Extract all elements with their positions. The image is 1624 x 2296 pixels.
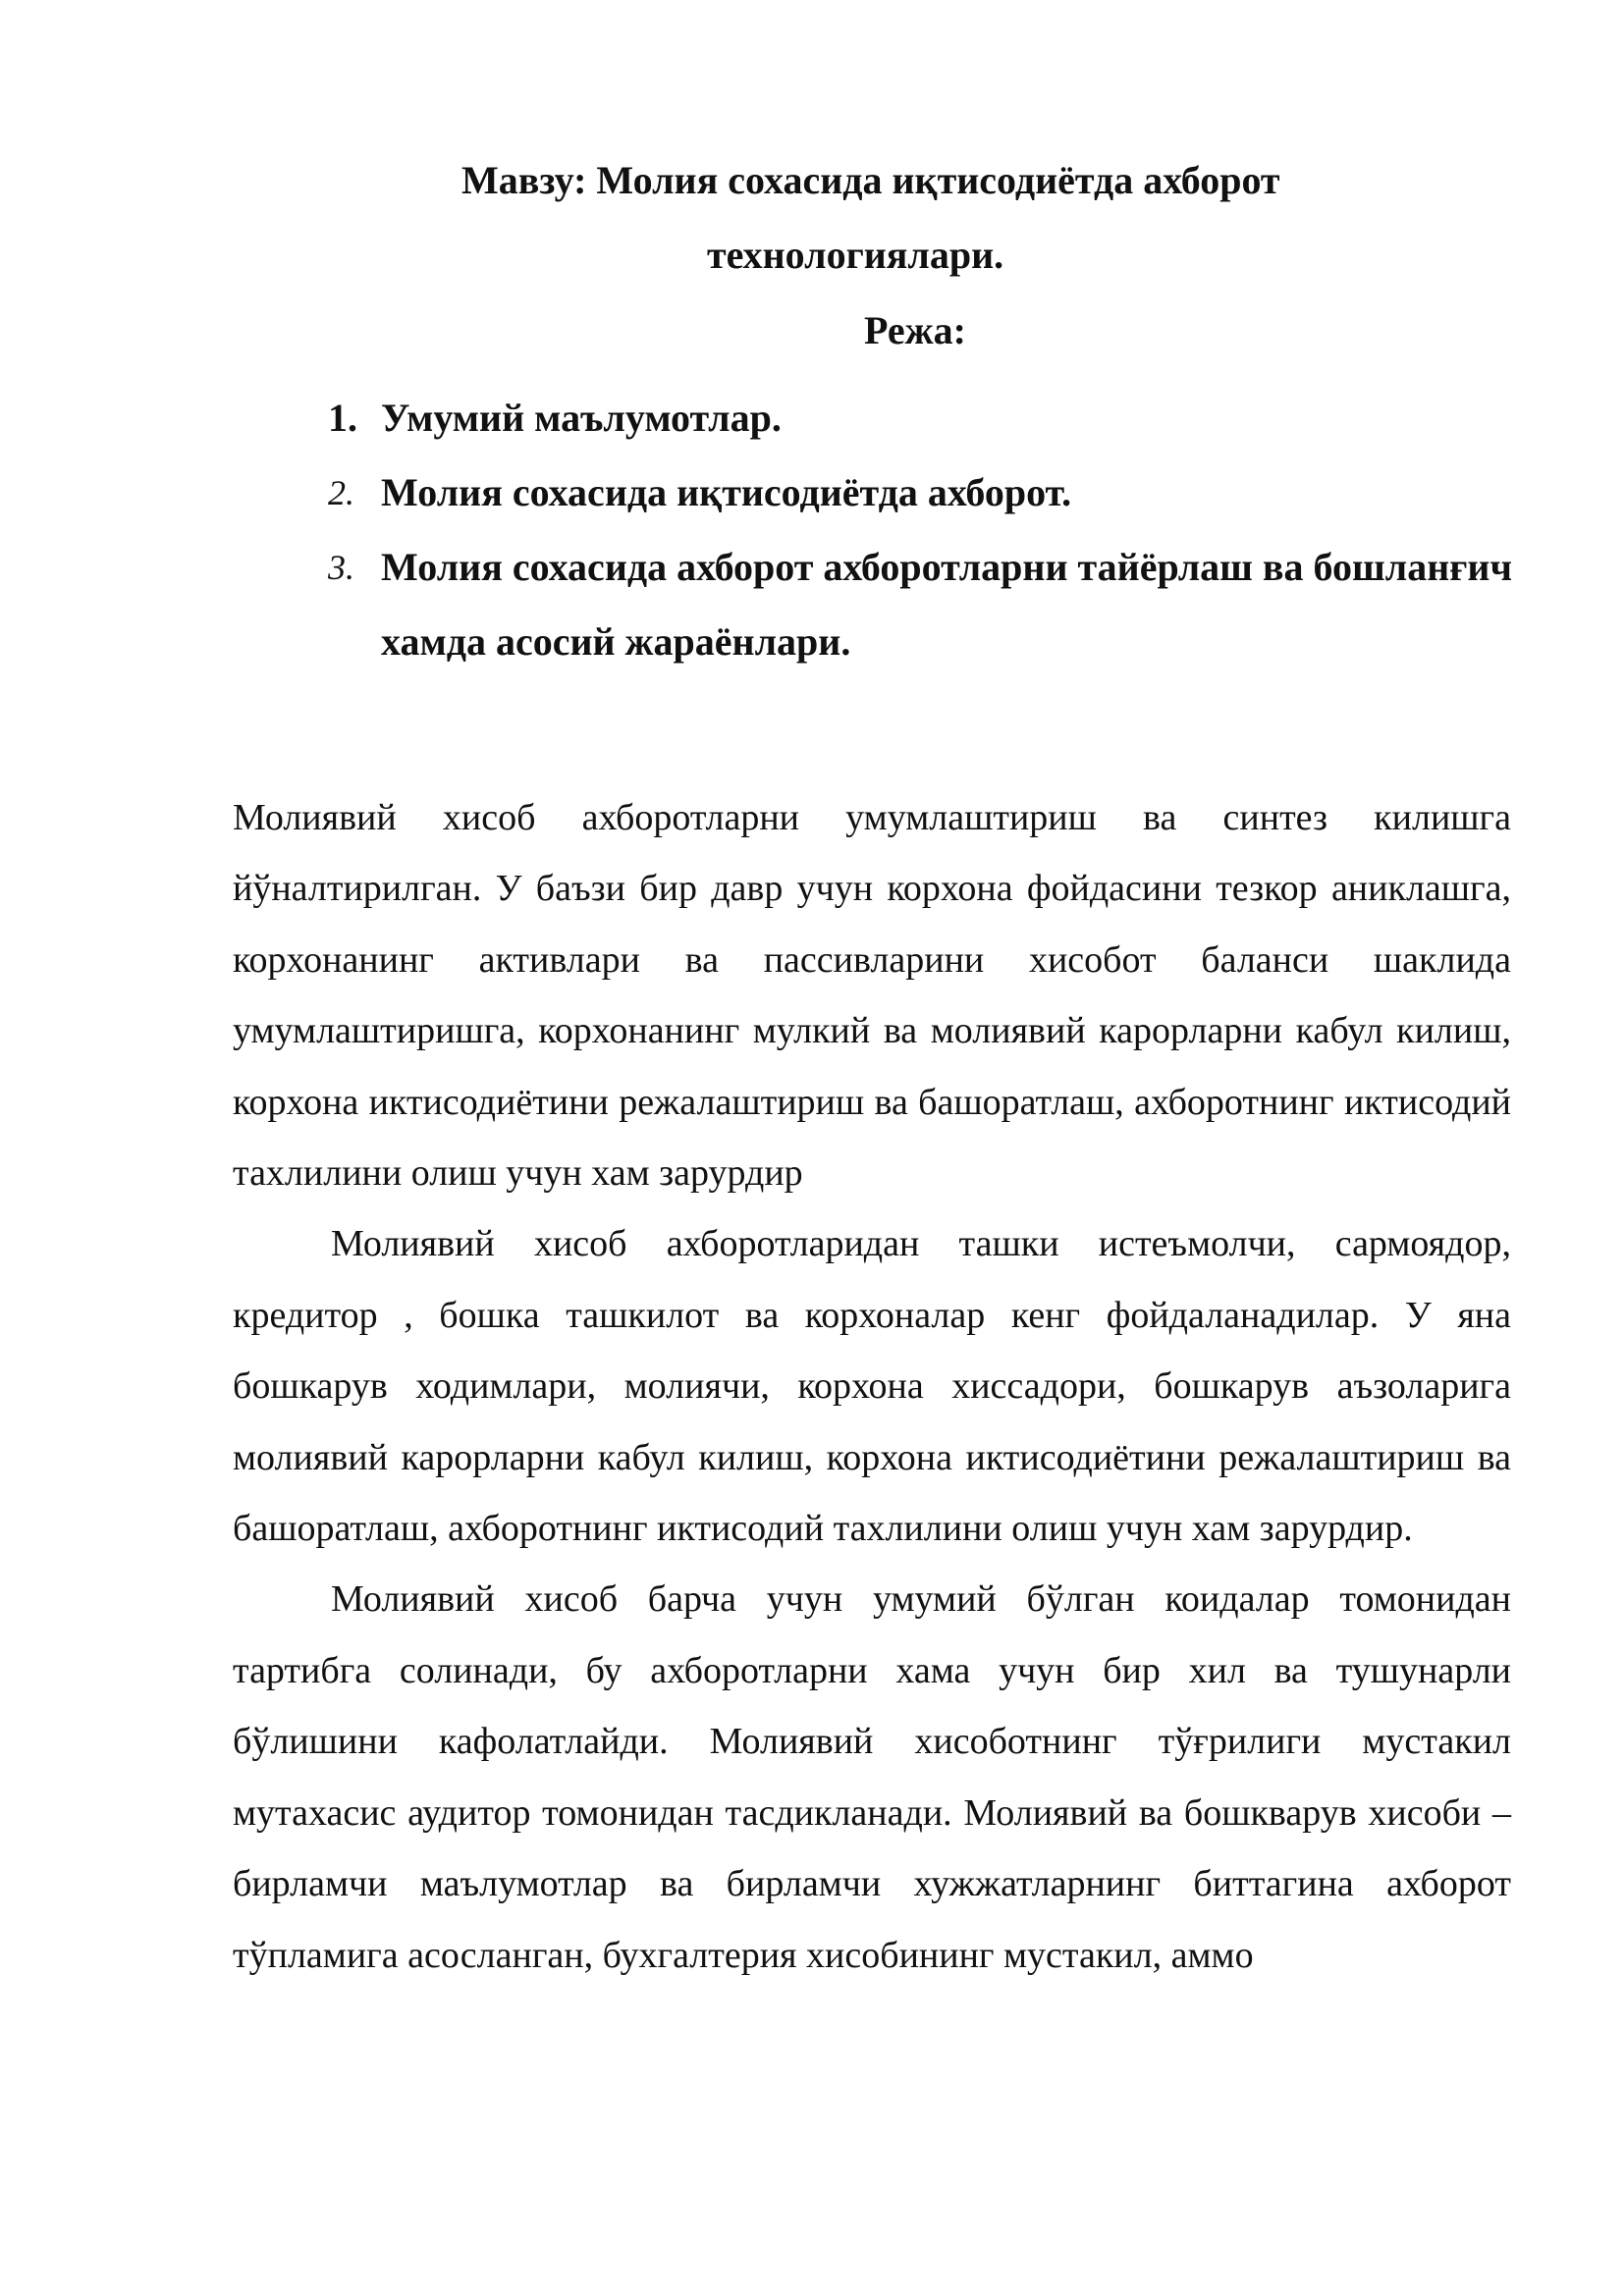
plan-item-number: 1. — [328, 396, 357, 440]
document-title-line1: Мавзу: Молия сохасида иқтисодиётда ахборот — [461, 158, 1280, 202]
document-title-line2: технологиялари. — [707, 233, 1004, 277]
plan-item — [324, 455, 1512, 530]
plan-item-text: Молия сохасида ахборот ахборотларни тайёрлаш ва бошланғич хамда асосий жараёнлари. — [381, 545, 1513, 664]
plan-item — [324, 381, 1512, 455]
plan-item-number: 2. — [328, 473, 354, 512]
plan-item-text: Молия сохасида иқтисодиётда ахборот. — [381, 470, 1072, 514]
plan-item-text: Умумий маълумотлар. — [381, 396, 782, 440]
plan-list — [324, 381, 1512, 679]
plan-item-number: 3. — [328, 548, 354, 587]
body-paragraph: Молиявий хисоб ахборотларидан ташки истеъмолчи, сармоядор, кредитор , бошка ташкилот ва корхоналар кенг фойдаланадилар. У яна бошкарув ходимлари, молиячи, корхона хиссадори, бошкарув аъзоларига молиявий карорларни кабул килиш, корхона иктисодиётини режалаштириш ва башоратлаш, ахборотнинг иктисодий тахлилини олиш учун хам зарурдир. — [233, 1223, 1511, 1550]
plan-item — [324, 530, 1512, 679]
plan-heading: Режа: — [864, 308, 966, 352]
body-paragraph: Молиявий хисоб ахборотларни умумлаштириш ва синтез килишга йўналтирилган. У баъзи бир давр учун корхона фойдасини тезкор аниклашга, корхонанинг активлари ва пассивларини хисобот баланси шаклида умумлаштиришга, корхонанинг мулкий ва молиявий карорларни кабул килиш, корхона иктисодиётини режалаштириш ва башоратлаш, ахборотнинг иктисодий тахлилини олиш учун хам зарурдир — [233, 797, 1511, 1195]
body-paragraph: Молиявий хисоб барча учун умумий бўлган коидалар томонидан тартибга солинади, бу ахборотларни хама учун бир хил ва тушунарли бўлишини кафолатлайди. Молиявий хисоботнинг тўғрилиги мустакил мутахасис аудитор томонидан тасдикланади. Молиявий ва бошкварув хисоби – бирламчи маълумотлар ва бирламчи хужжатларнинг биттагина ахборот тўпламига асосланган, бухгалтерия хисобининг мустакил, аммо — [233, 1578, 1511, 1976]
body-text — [233, 782, 1511, 1991]
